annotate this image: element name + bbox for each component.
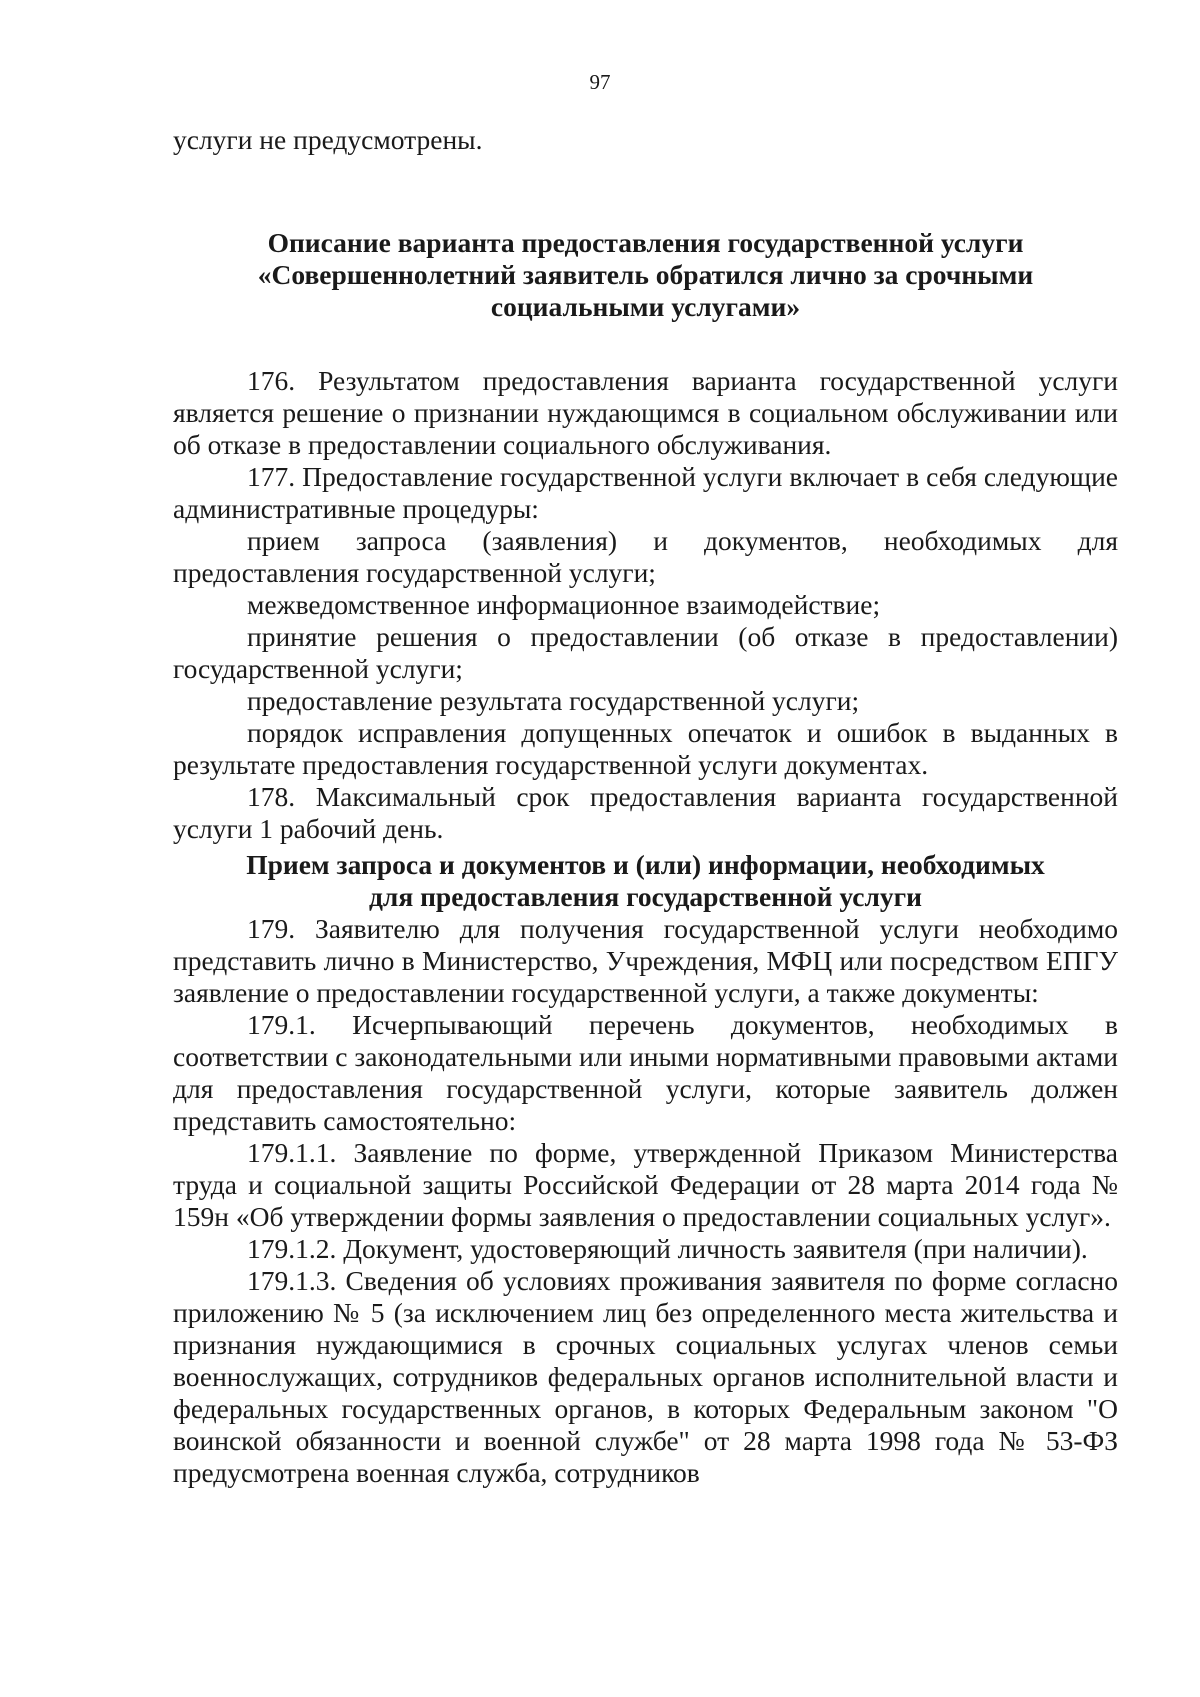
- paragraph-179-1-1: 179.1.1. Заявление по форме, утвержденной Приказом Министерства труда и социальной защиты Российской Федерации от 28 марта 2014 года № 159н «Об утверждении формы заявления о предоставлении социальных услуг».: [173, 1137, 1118, 1232]
- paragraph-179-1: 179.1. Исчерпывающий перечень документов, необходимых в соответствии с законодательными или иными нормативными правовыми актами для предоставления государственной услуги, которые заявитель должен представить самостоятельно:: [173, 1009, 1118, 1136]
- section-heading-variant: [173, 227, 1118, 323]
- heading-line: для предоставления государственной услуги: [368, 881, 923, 912]
- procedure-item: принятие решения о предоставлении (об отказе в предоставлении) государственной услуги;: [173, 621, 1118, 684]
- paragraph-179-1-3: 179.1.3. Сведения об условиях проживания заявителя по форме согласно приложению № 5 (за исключением лиц без определенного места жительства и признания нуждающимися в срочных социальных услугах членов семьи военнослужащих, сотрудников федеральных органов исполнительной власти и федеральных государственных органов, в которых Федеральным законом "О воинской обязанности и военной службе" от 28 марта 1998 года № 53-ФЗ предусмотрена военная служба, сотрудников: [173, 1265, 1118, 1488]
- paragraph-177: 177. Предоставление государственной услуги включает в себя следующие административные процедуры:: [173, 461, 1118, 524]
- heading-line: социальными услугами»: [490, 291, 801, 322]
- procedure-item: прием запроса (заявления) и документов, необходимых для предоставления государственной услуги;: [173, 525, 1118, 588]
- procedure-item: порядок исправления допущенных опечаток и ошибок в выданных в результате предоставления государственной услуги документах.: [173, 717, 1118, 780]
- page-number: 97: [589, 70, 611, 94]
- section-heading-request: [173, 849, 1118, 913]
- continuation-line: услуги не предусмотрены.: [173, 124, 483, 155]
- paragraph-176: 176. Результатом предоставления варианта государственной услуги является решение о признании нуждающимся в социальном обслуживании или об отказе в предоставлении социального обслуживания.: [173, 365, 1118, 460]
- paragraph-178: 178. Максимальный срок предоставления варианта государственной услуги 1 рабочий день.: [173, 781, 1118, 844]
- heading-line: Описание варианта предоставления государственной услуги: [267, 227, 1024, 258]
- heading-line: Прием запроса и документов и (или) информации, необходимых: [246, 849, 1045, 880]
- paragraph-179-1-2: 179.1.2. Документ, удостоверяющий личность заявителя (при наличии).: [247, 1233, 1088, 1264]
- procedure-item: межведомственное информационное взаимодействие;: [247, 589, 881, 620]
- heading-line: «Совершеннолетний заявитель обратился лично за срочными: [257, 259, 1034, 290]
- paragraph-179: 179. Заявителю для получения государственной услуги необходимо представить лично в Министерство, Учреждения, МФЦ или посредством ЕПГУ заявление о предоставлении государственной услуги, а также документы:: [173, 913, 1118, 1008]
- document-body: [173, 124, 1118, 1489]
- procedure-item: предоставление результата государственной услуги;: [247, 685, 860, 716]
